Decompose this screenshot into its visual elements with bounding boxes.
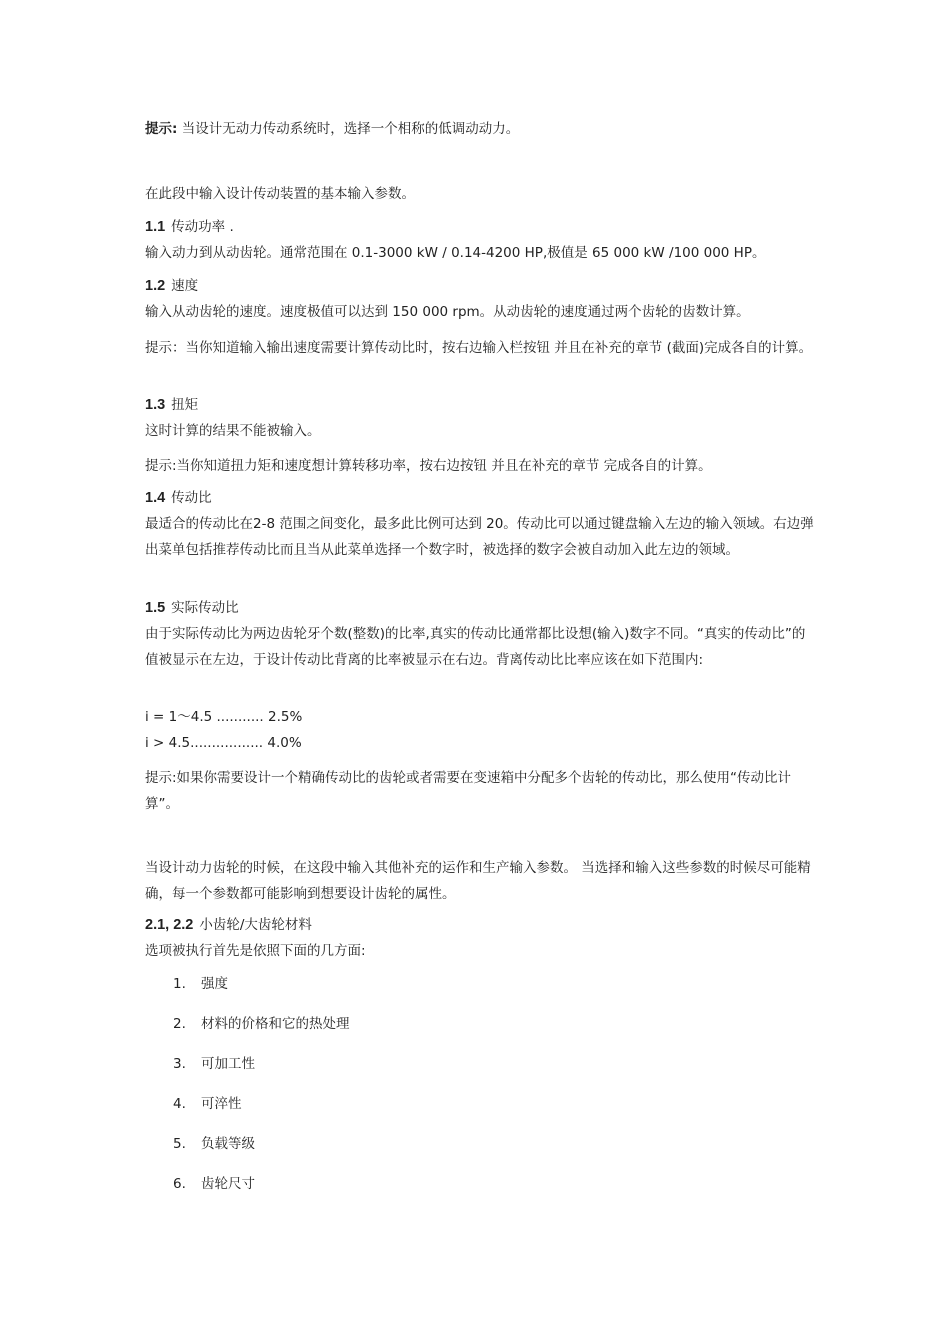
list-item <box>173 972 228 992</box>
list-text: 强度 <box>201 976 228 992</box>
list-text: 齿轮尺寸 <box>201 1176 255 1192</box>
section-number: 1.2 <box>145 278 166 294</box>
list-number: 4. <box>173 1096 186 1112</box>
section-number: 2.1, 2.2 <box>145 917 194 933</box>
list-number: 5. <box>173 1136 186 1152</box>
section-1-2-tip: 提示：当你知道输入输出速度需要计算传动比时，按右边输入栏按钮 并且在补充的章节 (截面)完成各自的计算。 <box>145 340 813 356</box>
section-1-4-heading <box>145 485 815 511</box>
tip-paragraph <box>145 116 815 142</box>
range-line-2: i > 4.5................. 4.0% <box>145 735 302 751</box>
list-item <box>173 1052 255 1072</box>
section-title: 扭矩 <box>171 397 199 413</box>
list-text: 可加工性 <box>201 1056 255 1072</box>
range-line-1: i = 1～4.5 ........... 2.5% <box>145 709 303 725</box>
section-1-1-heading <box>145 214 815 240</box>
list-text: 材料的价格和它的热处理 <box>201 1016 350 1032</box>
list-item <box>173 1092 242 1112</box>
section-1-2-heading <box>145 273 815 299</box>
list-number: 3. <box>173 1056 186 1072</box>
list-number: 1. <box>173 976 186 992</box>
list-item <box>173 1012 350 1032</box>
section-title: 传动比 <box>171 490 212 506</box>
section-2-1-heading <box>145 912 815 938</box>
section-title: 实际传动比 <box>171 600 239 616</box>
section-1-2-text: 输入从动齿轮的速度。速度极值可以达到 150 000 rpm。从动齿轮的速度通过两个齿轮的齿数计算。 <box>145 304 750 320</box>
list-number: 6. <box>173 1176 186 1192</box>
list-text: 负载等级 <box>201 1136 255 1152</box>
list-item <box>173 1172 255 1192</box>
section-1-3-heading <box>145 392 815 418</box>
section-1-5-text: 由于实际传动比为两边齿轮牙个数(整数)的比率,真实的传动比通常都比设想(输入)数字不同。“真实的传动比”的值被显示在左边，于设计传动比背离的比率被显示在右边。背离传动比比率应该在如下范围内: <box>145 626 806 668</box>
section-1-3-tip: 提示:当你知道扭力矩和速度想计算转移功率，按右边按钮 并且在补充的章节 完成各自的计算。 <box>145 458 712 474</box>
section-number: 1.5 <box>145 600 166 616</box>
tip-text: 当设计无动力传动系统时，选择一个相称的低调动动力。 <box>177 121 520 137</box>
section-number: 1.4 <box>145 490 166 506</box>
tip-label: 提示: <box>145 121 178 137</box>
section-2-1-text: 选项被执行首先是依照下面的几方面: <box>145 943 366 959</box>
section-1-5-tip: 提示:如果你需要设计一个精确传动比的齿轮或者需要在变速箱中分配多个齿轮的传动比，那么使用“传动比计算”。 <box>145 770 792 812</box>
section-title: 小齿轮/大齿轮材料 <box>199 917 312 933</box>
section-1-1-text: 输入动力到从动齿轮。通常范围在 0.1-3000 kW / 0.14-4200 HP,极值是 65 000 kW /100 000 HP。 <box>145 245 766 261</box>
section-1-5-heading <box>145 595 815 621</box>
section-title: 速度 <box>171 278 199 294</box>
list-text: 可淬性 <box>201 1096 242 1112</box>
section-1-3-text: 这时计算的结果不能被输入。 <box>145 423 321 439</box>
list-number: 2. <box>173 1016 186 1032</box>
list-item <box>173 1132 255 1152</box>
intro-paragraph-2: 当设计动力齿轮的时候，在这段中输入其他补充的运作和生产输入参数。 当选择和输入这些参数的时候尽可能精确，每一个参数都可能影响到想要设计齿轮的属性。 <box>145 860 811 902</box>
section-1-4-text: 最适合的传动比在2-8 范围之间变化，最多此比例可达到 20。传动比可以通过键盘输入左边的输入领域。右边弹出菜单包括推荐传动比而且当从此菜单选择一个数字时，被选择的数字会被自动加入此左边的领域。 <box>145 516 814 558</box>
section-number: 1.3 <box>145 397 166 413</box>
intro-paragraph-1: 在此段中输入设计传动装置的基本输入参数。 <box>145 186 415 202</box>
section-number: 1.1 <box>145 219 166 235</box>
section-title: 传动功率 . <box>171 219 234 235</box>
